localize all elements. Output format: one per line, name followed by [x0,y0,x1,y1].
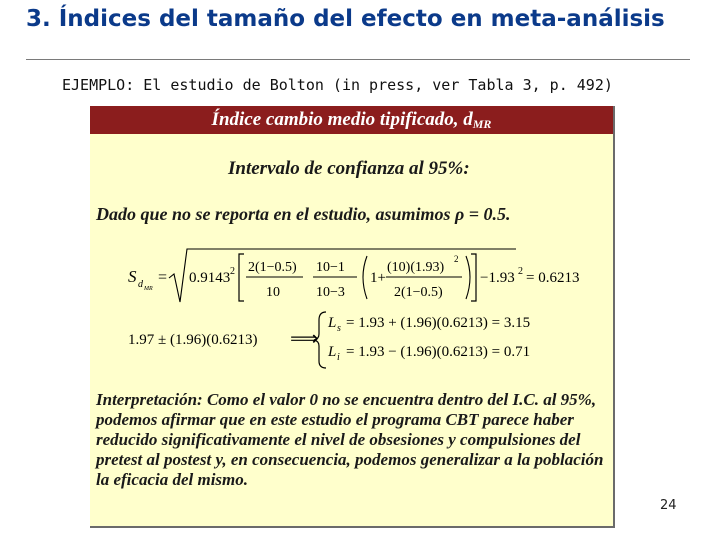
upper-limit-sub: s [337,323,341,334]
example-caption: EJEMPLO: El estudio de Bolton (in press, ver Tabla 3, p. 492) [62,76,613,94]
content-panel [90,106,615,528]
page-number: 24 [660,498,677,513]
upper-limit-expression: = 1.93 + (1.96)(0.6213) = 3.15 [346,315,531,331]
upper-limit-label: L [328,315,337,331]
ci-expression: 1.97 ± (1.96)(0.6213) [128,332,258,348]
implies-arrow: ⟹ [290,328,319,350]
left-bracket [239,254,244,301]
right-bracket [471,254,476,301]
panel-header-subscript: MR [472,117,492,131]
slide-title: 3. Índices del tamaño del efecto en meta-análisis [26,6,665,32]
inner-left-bracket [363,256,367,299]
title-divider [26,59,690,60]
frac1-denominator: 10 [266,285,280,300]
inner-right-bracket [466,256,470,299]
frac3-numerator: (10)(1.93) [387,260,445,275]
minus-term: −1.93 [480,270,515,286]
ci-brace [314,312,326,368]
sd-subscript: d [138,279,143,290]
sd-symbol: S [128,267,137,286]
exponent-1: 2 [230,266,235,277]
lower-limit-sub: i [337,352,340,363]
frac2-numerator: 10−1 [316,260,345,275]
interpretation-text: Interpretación: Como el valor 0 no se encuentra dentro del I.C. al 95%, podemos afirmar que en este estudio el programa CBT parece haber reducido significativamente el nivel de obsesiones y compulsiones del pretest al postest y, en consecuencia, podemos generalizar a la población la eficacia del mismo. [96,390,604,489]
sd-equals: = [158,269,168,286]
exponent-2: 2 [454,254,459,264]
lower-limit-expression: = 1.93 − (1.96)(0.6213) = 0.71 [346,344,531,360]
panel-header-text: Índice cambio medio tipificado, d [211,109,473,130]
frac2-denominator: 10−3 [316,285,345,300]
lower-limit-label: L [328,344,337,360]
frac1-numerator: 2(1−0.5) [248,260,297,275]
frac3-denominator: 2(1−0.5) [394,285,443,300]
value-0914: 0.9143 [189,270,231,286]
assumption-text: Dado que no se reporta en el estudio, asumimos ρ = 0.5. [96,204,511,224]
formula-result: = 0.6213 [526,270,580,286]
confidence-interval-title: Intervalo de confianza al 95%: [228,158,470,179]
sd-subsubscript: MR [144,286,153,292]
one-plus: 1+ [370,270,386,286]
formula-block [90,106,613,376]
exponent-3: 2 [518,266,523,277]
